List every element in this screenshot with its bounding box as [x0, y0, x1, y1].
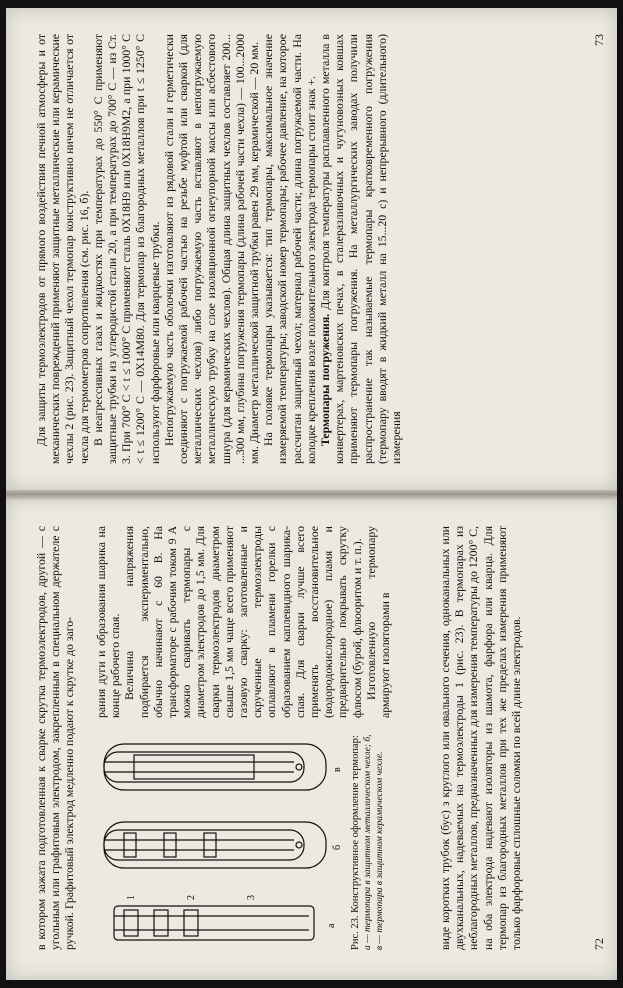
- left-column-paragraph-3: Изготовленную термопару армируют изоляторами в: [363, 526, 393, 718]
- figure-label-v: в: [332, 767, 343, 772]
- figure-callout-3: 3: [246, 895, 257, 900]
- figure-caption: [350, 730, 386, 950]
- page-number-left: 72: [592, 938, 606, 950]
- figure-23: [94, 730, 424, 950]
- right-paragraph-5: [318, 34, 403, 464]
- left-column-paragraph-1: рания дуги и образования шарика на конце рабочего спая.: [94, 526, 123, 718]
- figure-label-b: б: [332, 844, 343, 850]
- figure-caption-title: Рис. 23. Конструктивное оформление термопар:: [350, 735, 361, 950]
- section-heading-immersion: Термопары погружения.: [318, 313, 333, 446]
- page-right: [6, 8, 617, 490]
- left-column-paragraph-2: Величина напряжения подбирается экспериментально, обычно начинают с 60 В. На трансформаторе с рабочим током 9 А можно сваривать термопары с диаметром электродов до 1,5 мм. Для сварки термоэлектродов диаметром свыше 1,5 мм чаще всего применяют газовую сварку: заготовленные и скрученные термоэлектроды оплавляют в пламени горелки с образованием каплевидного шарика-спая. Для сварки лучше всего применять восстановительное (водородокислородное) пламя и предварительно покрывать скрутку флюсом (бурой, флюоритом и т. п.).: [122, 526, 364, 718]
- figure-callout-2: 2: [186, 895, 197, 900]
- figure-label-a: а: [326, 923, 337, 928]
- left-column-text: [94, 526, 392, 718]
- right-paragraph-2: В неагрессивных газах и жидкостях при температурах до 550° С применяют защитные трубки из углеродистой стали 20, а при температурах до 700° С — из Ст. 3. При 700° С < t ≤ 1000° С применяют сталь 0Х18Н9 или 0Х18Н9М2, а при 1000° С < t ≤ 1200° С — 0Х14М80. Для термопар из благородных металлов при t ≤ 1250° С используют фарфоровые или кварцевые трубки.: [90, 34, 162, 464]
- page-number-right: 73: [592, 34, 606, 46]
- figure-caption-sub: а — термопара в защитном металлическом чехле; б, в — термопара в защитном керамическом чехле.: [363, 734, 385, 950]
- figure-callout-1: 1: [126, 895, 137, 900]
- left-bottom-paragraph: виде коротких трубок (бус) з круглого или овального сечения, одноканальных или двухканальных, надеваемых на термоэлектроды 1 (рис. 23). В термопарах из неблагородных металлов, предназначенных для измерения температуры до 1200° С, на оба электрода надевают изоляторы из шамота, фарфора или кварца. Для термопар из благородных металлов при тех же пределах измерения применяют только фарфоровые сплошные соломки по всей длине электродов.: [438, 526, 524, 950]
- right-paragraph-5-text: Для контроля температуры расплавленного металла в конвертерах, мартеновских печах, в сталеразливочных и чугуновозных ковшах применяют термопары погружения. На металлургических заводах получили распространение так называемые термопары кратковременного погружения (термопару вводят в жидкий металл на 15...20 с) и непрерывного (длительного) измерения: [318, 33, 404, 464]
- right-paragraph-4: На головке термопары указывается: тип термопары, максимальное значение измеряемой температуры; заводской номер термопары; рабочее давление, на которое рассчитан защитный чехол; материал рабочей части; длина погружаемой части. На колодке крепления возле положительного электрода термопары стоит знак +.: [261, 34, 318, 464]
- thermocouple-drawing: [94, 730, 344, 950]
- left-top-paragraph: в котором зажата подготовленная к сварке скрутка термоэлектродов, другой — с угольным или графитовым электродом, закрепленным в специальном держателе с ручкой. Графитовый электрод медленно подают к скрутке до заго-: [34, 526, 77, 950]
- page-left: [6, 498, 617, 980]
- right-page-text: [34, 34, 403, 464]
- left-top-text: [34, 526, 77, 950]
- left-bottom-text: [438, 526, 523, 950]
- right-paragraph-1: Для защиты термоэлектродов от прямого воздействия печной атмосферы и от механических повреждений применяют защитные металлические или керамические чехлы 2 (рис. 23). Защитный чехол термопар конструктивно ничем не отличается от чехла для термометров сопротивления (см. рис. 16, б).: [34, 34, 91, 464]
- right-paragraph-3: Непогружаемую часть оболочки изготовляют из рядовой стали и герметически соединяют с погружаемой рабочей частью на резьбе муфтой или сваркой (для металлических чехлов) либо погружаемую часть вставляют в непогружаемую металлическую трубку на слое изоляционной огнеупорной массы или асбестового шнура (для керамических чехлов). Общая длина защитных чехлов составляет 200... ...300 мм, глубина погружения термопары (длина рабочей части чехла) — 100...2000 мм. Диаметр металлической защитной трубки равен 29 мм, керамической — 20 мм.: [161, 34, 262, 464]
